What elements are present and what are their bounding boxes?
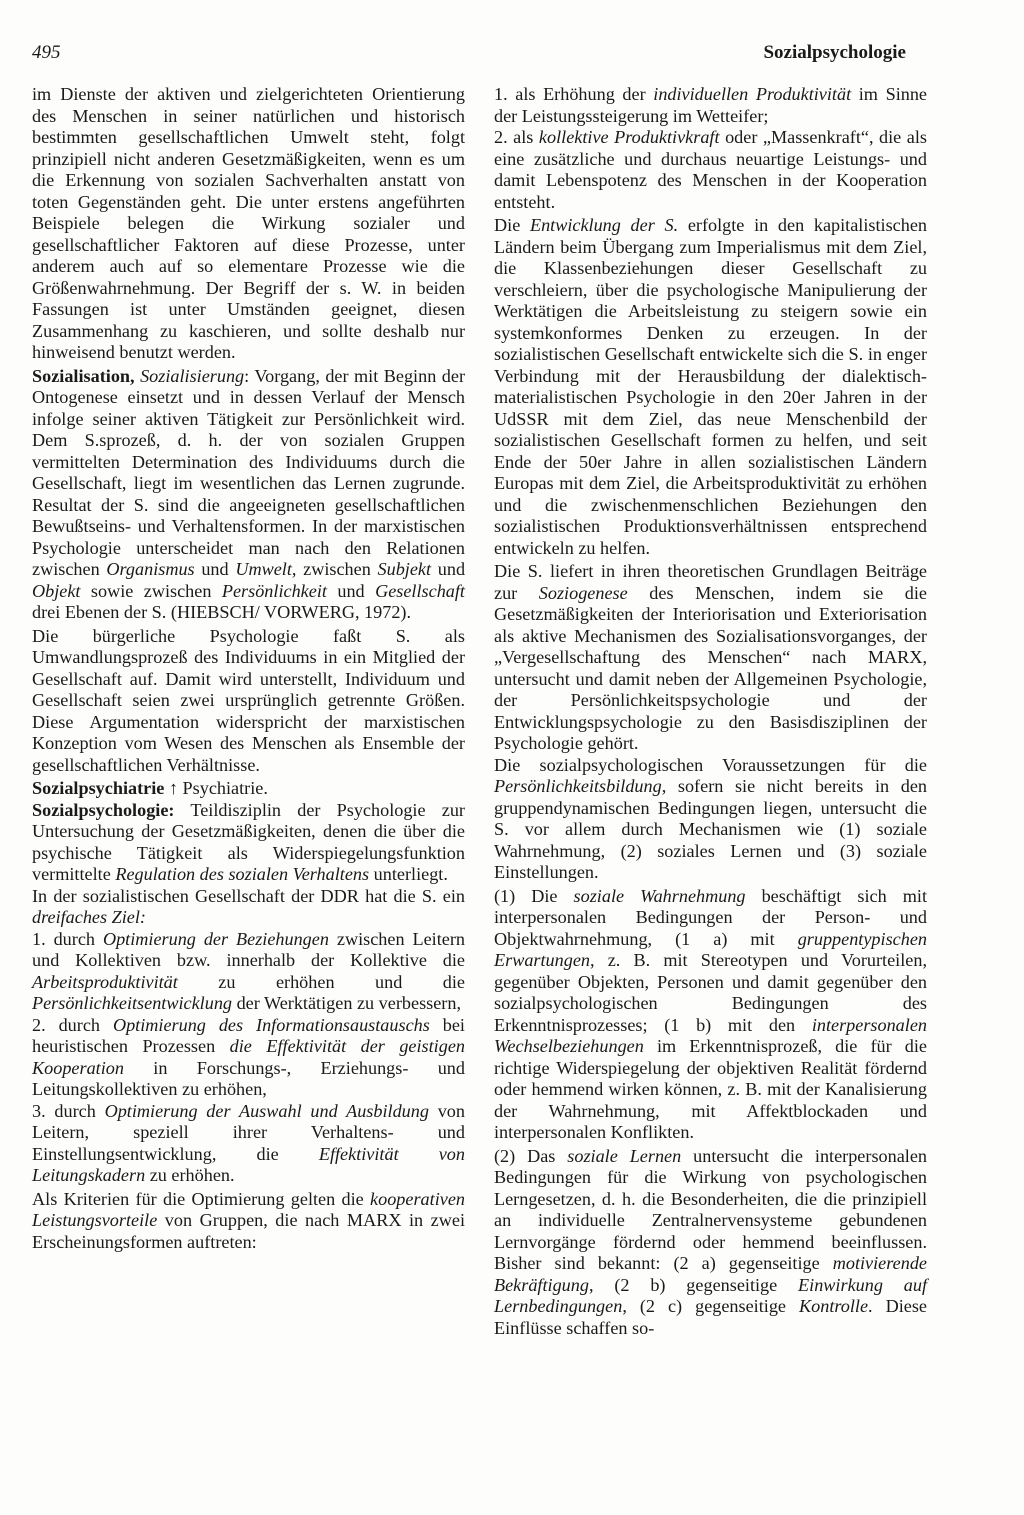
text-run: ↑ Psychiatrie. (164, 778, 268, 798)
paragraph (494, 755, 927, 884)
paragraph (32, 1015, 465, 1101)
italic-term: interpersonalen Wechselbeziehungen (494, 1014, 927, 1056)
text-run: , (2 b) gegenseitige (588, 1274, 799, 1295)
italic-term: Optimierung des Informationsaustauschs (112, 1014, 430, 1035)
bold-term: Sozialpsychiatrie (32, 778, 165, 798)
right-text-column (494, 84, 927, 1339)
italic-term: die Effektivität der geistigen Kooperation (32, 1036, 466, 1078)
italic-term: Persönlichkeit (221, 580, 327, 601)
paragraph (32, 800, 465, 886)
italic-term: gruppentypischen Erwartungen (494, 928, 927, 970)
running-head: Sozialpsychologie (763, 42, 906, 63)
entry-paragraph (32, 1189, 465, 1254)
text-run: : Vorgang, der mit Beginn der Ontogenese einsetzt und in dessen Verlauf der Mensch infolge seiner aktiven Tätigkeit zur Persönlichkeit wird. Dem S.sprozeß, d. h. der von sozialen Gruppen vermittelten Determination des Individuums durch die Gesellschaft, liegt im wesentlichen das Lernen zugrunde. Resultat der S. sind die angeeigneten gesellschaftlichen Bewußtseins- und Verhaltensformen. In der marxistischen Psychologie unterscheidet man nach den Relationen zwischen (32, 365, 465, 579)
text-run: zwischen Leitern und Kollektiven bzw. innerhalb der Kollektive die (32, 928, 465, 970)
italic-term: kooperativen Leistungsvorteile (32, 1188, 465, 1230)
entry-paragraph (494, 215, 927, 559)
page-number: 495 (32, 42, 61, 63)
text-run: des Menschen, indem sie die Gesetzmäßigkeiten der Interiorisation und Exteriorisation als aktive Mechanismen des Sozialisationsvorganges, der „Vergesellschaftung des Menschen“ nach MARX, untersucht und damit neben der Allgemeinen Psychologie, der Persönlichkeitspsychologie und der Entwicklungspsychologie zu den Basisdisziplinen der Psychologie gehört. (494, 582, 927, 753)
italic-term: Umwelt (235, 559, 292, 579)
text-run: und (431, 559, 466, 579)
text-run: 3. durch (32, 1100, 105, 1121)
entry-paragraph (32, 626, 465, 777)
text-run: 2. durch (32, 1014, 113, 1035)
paragraph (32, 886, 465, 929)
text-run: , sofern sie nicht bereits in den gruppendynamischen Bedingungen liegen, untersucht die S. vor allem durch Mechanismen wie (1) soziale Wahrnehmung, (2) soziales Lernen und (3) soziale Einstellungen. (494, 776, 927, 882)
text-run: oder „Massenkraft“, die als eine zusätzliche und durchaus neuartige Leistungs- und damit Lebenspotenz des Menschen in der Kooperation entsteht. (494, 127, 927, 212)
italic-term: Gesellschaft (375, 580, 465, 601)
italic-term: Sozialisierung (140, 365, 245, 386)
italic-term: Persönlichkeitsbildung (494, 776, 662, 796)
text-run: in Forschungs-, Erziehungs- und Leitungskollektiven zu erhöhen, (32, 1057, 465, 1099)
italic-term: Optimierung der Beziehungen (102, 928, 329, 949)
text-run: unterliegt. (369, 864, 448, 884)
text-run: und (194, 559, 236, 579)
text-run: , (2 c) gegenseitige (622, 1296, 799, 1316)
text-run: 2. als (494, 127, 539, 147)
text-run: Die sozialpsychologischen Voraussetzungen für die (494, 754, 927, 775)
italic-term: Organismus (106, 559, 195, 579)
text-run: . Diese Einflüsse schaffen so- (494, 1296, 927, 1338)
italic-term: Einwirkung auf Lernbedingungen (494, 1274, 927, 1316)
italic-term: soziale Wahrnehmung (573, 885, 746, 906)
paragraph (32, 84, 465, 364)
text-run: erfolgte in den kapitalistischen Ländern beim Übergang zum Imperialismus mit dem Ziel, die Klassenbeziehungen dieser Gesellschaft zu verschleiern, über die psychologische Manipulierung der Werktätigen die Arbeitsleistung zu steigern sowie ein systemkonformes Denken zu erzeugen. In der sozialistischen Gesellschaft entwickelte sich die S. in enger Verbindung mit der Herausbildung der dialektisch-materialistischen Psychologie in den 20er Jahren in der UdSSR mit dem Ziel, das neue Menschenbild der sozialistischen Gesellschaft formen zu helfen, und seit Ende der 50er Jahre in allen sozialistischen Ländern Europas mit dem Ziel, die Arbeitsproduktivität zu erhöhen und die zwischenmenschlichen Beziehungen den sozialistischen Produktionsverhältnissen entsprechend entwickeln zu helfen. (494, 215, 927, 558)
text-run: , zwischen (291, 559, 378, 579)
text-run: der Werktätigen zu verbessern, (232, 993, 462, 1013)
italic-term: motivierende Bekräftigung (494, 1253, 927, 1295)
text-run: im Dienste der aktiven und zielgerichteten Orientierung des Menschen in seiner natürlichen und historisch bestimmten gesellschaftlichen Umwelt steht, folgt prinzipiell nicht anderen Gesetzmäßigkeiten, wenn es um die Erkennung von sozialen Sachverhalten anstatt von toten Gegenständen geht. Die unter erstens angeführten Beispiele belegen die Wirkung sozialer und gesellschaftlicher Faktoren auf diese Prozesse, unter anderem auch auf so elementare Prozesse wie die Größenwahrnehmung. Der Begriff der s. W. in beiden Fassungen ist unter Umständen geeignet, diesen Zusammenhang zu kaschieren, und sollte deshalb nur hinweisend benutzt werden. (32, 84, 465, 362)
text-run: von Leitern, speziell ihrer Verhaltens- und Einstellungsentwicklung, die (32, 1100, 465, 1164)
text-run: (2) Das (494, 1145, 568, 1166)
text-run: im Erkenntnisprozeß, die für die richtige Widerspiegelung der objektiven Realität fördernd oder hemmend wirken können, z. B. mit der Kanalisierung der Wahrnehmung, mit Affektblockaden und interpersonalen Konflikten. (494, 1036, 927, 1142)
text-run: , z. B. mit Stereotypen und Vorurteilen, gegenüber Objekten, Personen und damit gegenüber den sozialpsychologischen Bedingungen des Erkenntnisprozesses; (1 b) mit den (494, 950, 927, 1035)
text-run: Teildisziplin der Psychologie zur Untersuchung der Gesetzmäßigkeiten, denen die über die psychische Tätigkeit als Widerspiegelungsfunktion vermittelte (32, 799, 465, 884)
text-run: im Sinne der Leistungssteigerung im Wetteifer; (494, 84, 928, 126)
italic-term: Arbeitsproduktivität (32, 971, 178, 992)
text-run: 1. als Erhöhung der (494, 84, 654, 104)
paragraph (494, 84, 927, 127)
italic-term: Effektivität von Leitungskadern (32, 1143, 465, 1185)
paragraph (32, 1101, 465, 1187)
text-run: (1) Die (494, 885, 574, 906)
paragraph (32, 929, 465, 1015)
italic-term: kollektive Produktivkraft (538, 127, 720, 147)
italic-term: Persönlichkeitsentwicklung (32, 993, 233, 1013)
text-run: sowie zwischen (80, 580, 222, 601)
left-text-column (32, 84, 465, 1253)
entry-paragraph (494, 886, 927, 1144)
text-run: bei heuristischen Prozessen (32, 1014, 465, 1056)
text-run: untersucht die interpersonalen Bedingungen für die Wirkung von psychologischen Lerngesetzen, d. h. die Besonderheiten, die die prinzipiell an individuelle Zentralnervensysteme gebundenen Lernvorgänge fördernd oder hemmend beeinflussen. Bisher sind bekannt: (2 a) gegenseitige (494, 1145, 927, 1273)
text-run: und (326, 580, 376, 601)
text-run: 1. durch (32, 928, 103, 949)
text-run: Als Kriterien für die Optimierung gelten die (32, 1188, 371, 1209)
italic-term: Optimierung der Auswahl und Ausbildung (104, 1100, 429, 1121)
text-run: zu erhöhen. (145, 1165, 235, 1185)
text-run: Die S. liefert in ihren theoretischen Grundlagen Beiträge zur (494, 561, 927, 603)
italic-term: Subjekt (377, 559, 432, 579)
text-run: Die (494, 215, 530, 235)
italic-term: dreifaches Ziel: (32, 907, 146, 927)
bold-term: Sozialpsychologie: (32, 799, 175, 820)
bold-term: Sozialisation, (32, 365, 135, 386)
italic-term: Soziogenese (538, 582, 628, 603)
entry-paragraph (494, 1146, 927, 1340)
text-run: drei Ebenen der S. (HIEBSCH/ VORWERG, 1972). (32, 602, 412, 622)
text-run: In der sozialistischen Gesellschaft der DDR hat die S. ein (32, 885, 465, 906)
italic-term: individuellen Produktivität (653, 84, 852, 104)
text-run: Die bürgerliche Psychologie faßt S. als Umwandlungsprozeß des Individuums in ein Mitglied der Gesellschaft auf. Damit wird unterstellt, Individuum und Gesellschaft seien zwei ursprünglich getrennte Größen. Diese Argumentation widerspricht der marxistischen Konzeption vom Wesen des Menschen als Ensemble der gesellschaftlichen Verhältnisse. (32, 625, 465, 775)
text-run: beschäftigt sich mit interpersonalen Bedingungen der Person- und Objektwahrnehmung, (1 a) mit (494, 885, 927, 949)
text-run: von Gruppen, die nach MARX in zwei Erscheinungsformen auftreten: (32, 1210, 465, 1252)
italic-term: Objekt (32, 580, 81, 601)
italic-term: Entwicklung der S. (529, 215, 679, 235)
italic-term: Regulation des sozialen Verhaltens (115, 864, 370, 884)
italic-term: soziale Lernen (567, 1145, 682, 1166)
entry-paragraph (32, 778, 465, 800)
paragraph (494, 127, 927, 213)
entry-paragraph (494, 561, 927, 755)
entry-paragraph (32, 366, 465, 624)
italic-term: Kontrolle (799, 1296, 869, 1316)
text-run: zu erhöhen und die (177, 971, 465, 992)
